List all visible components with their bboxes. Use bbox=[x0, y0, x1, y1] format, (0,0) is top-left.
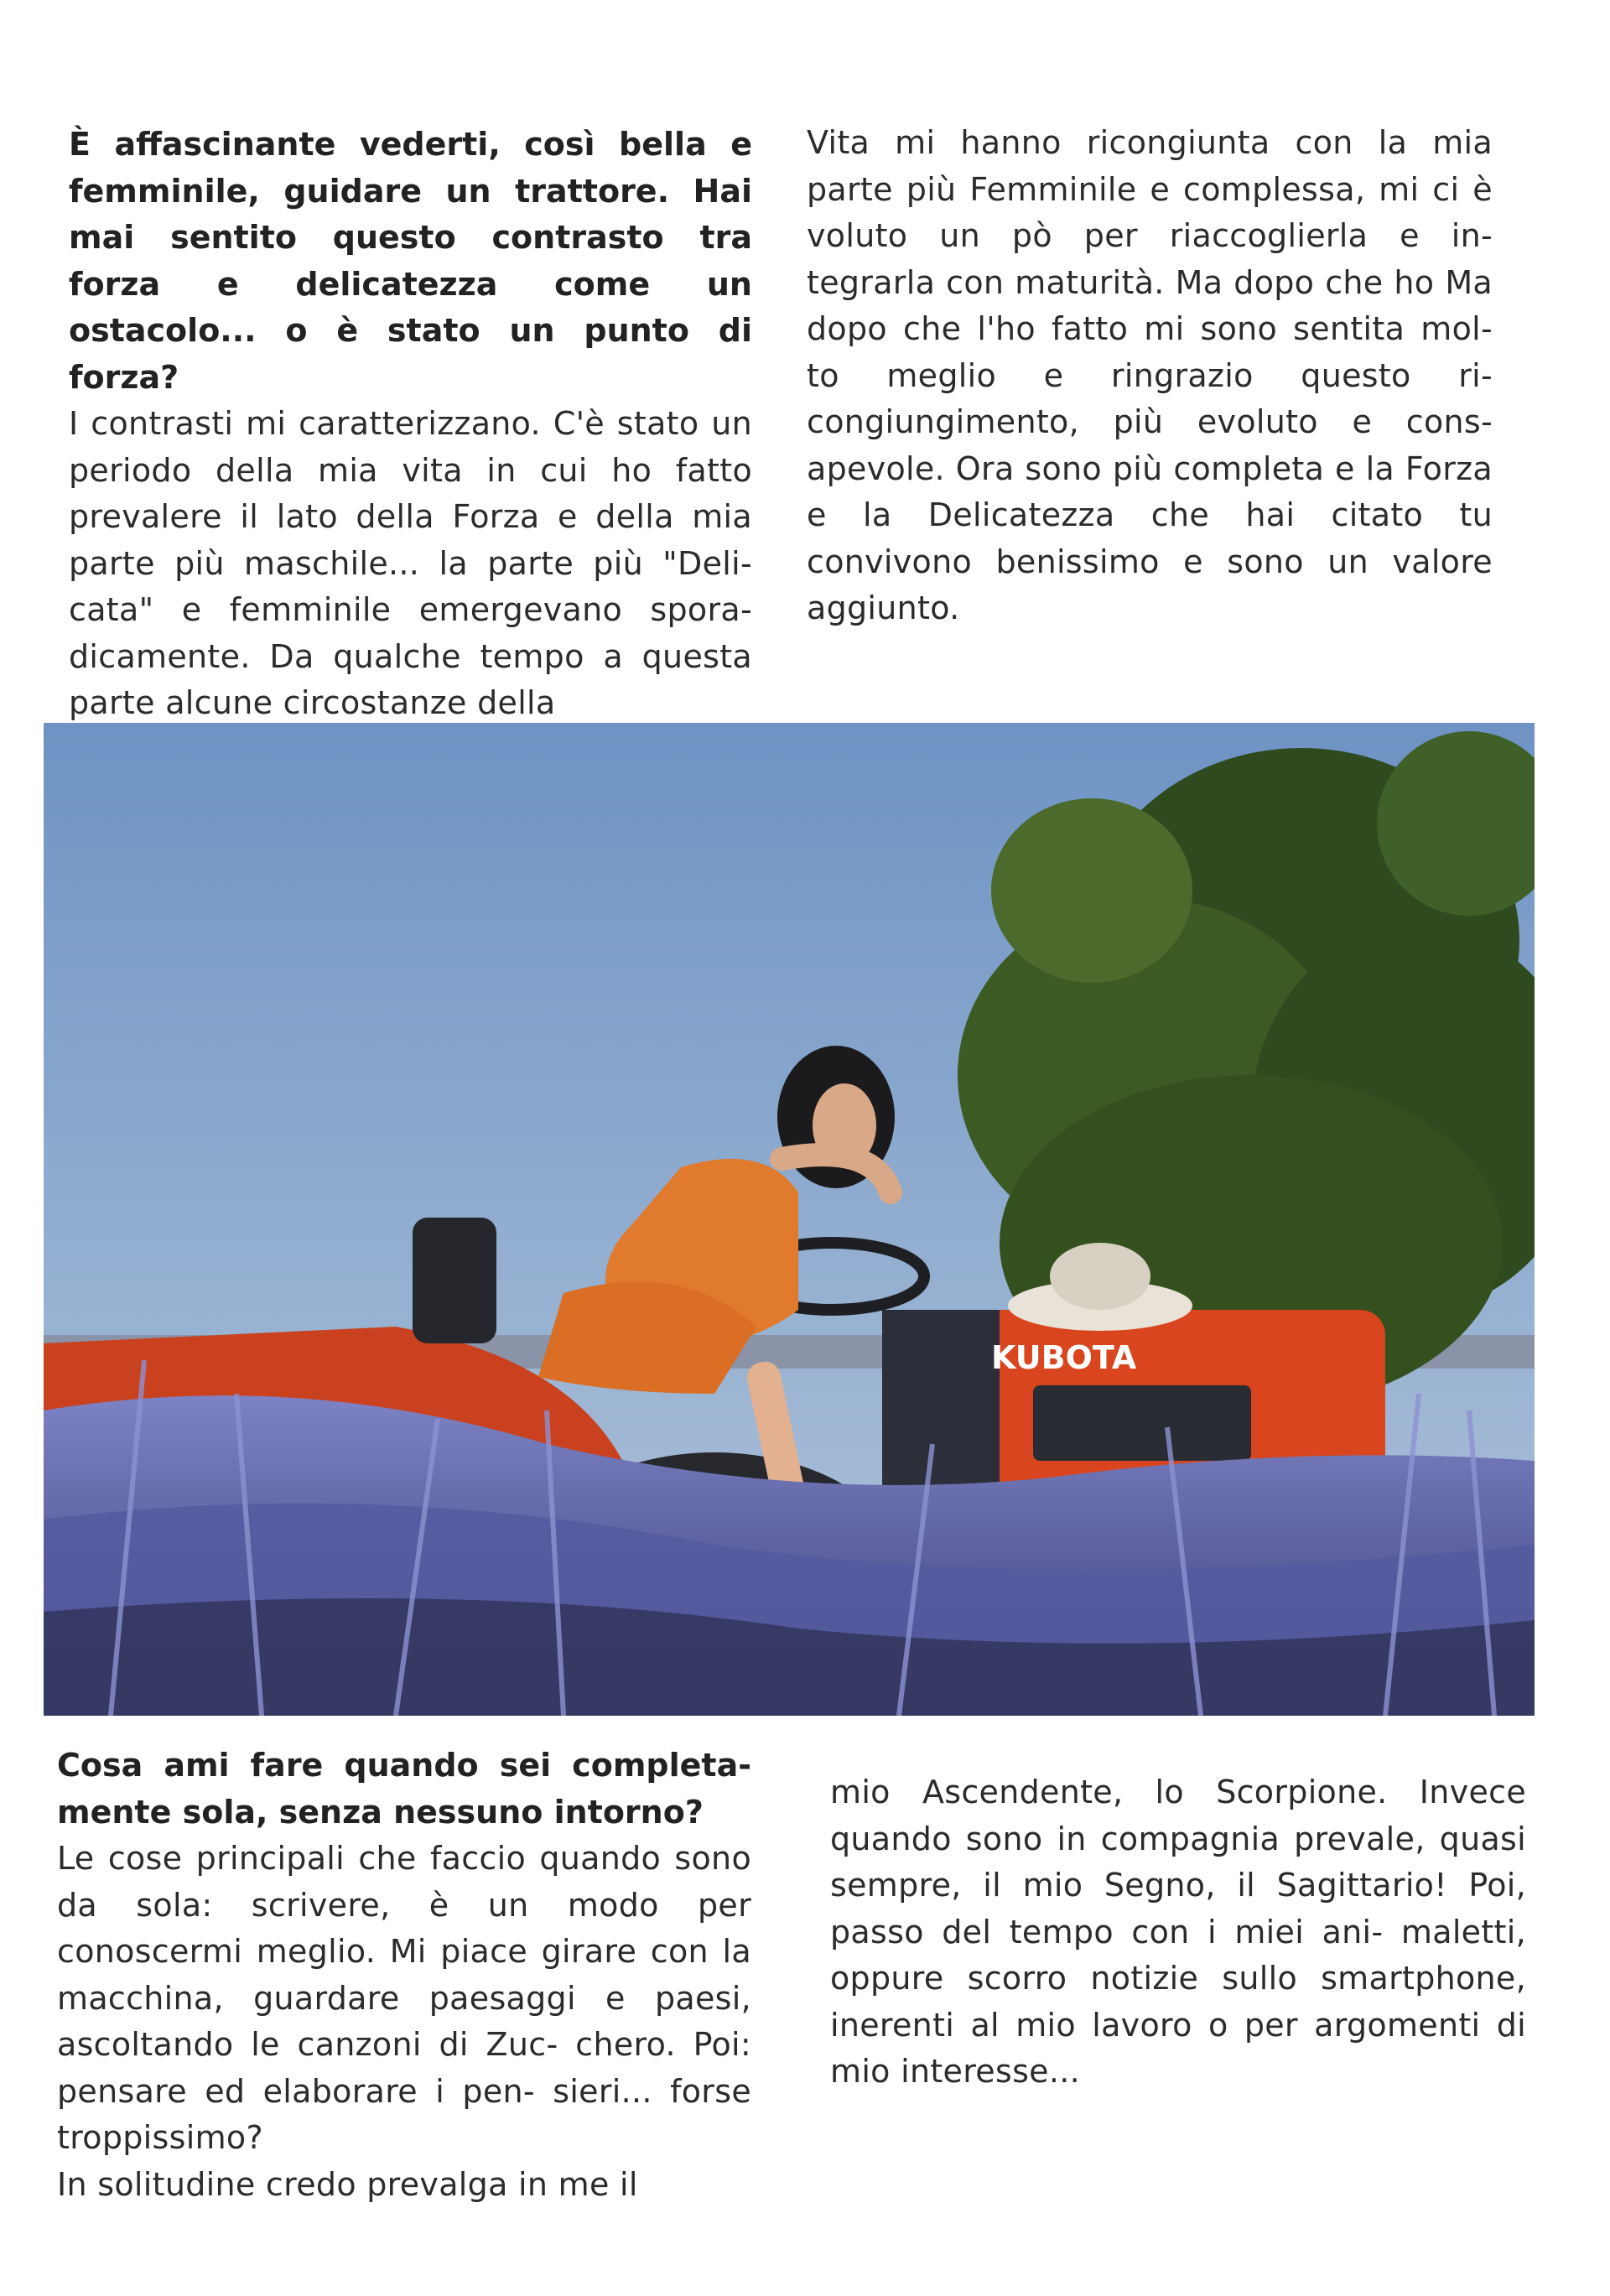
column-top-left bbox=[69, 122, 752, 727]
interview-question-1: È affascinante vederti, così bella e femminile, guidare un trattore. Hai mai sentito questo contrasto tra forza e delicatezza come un ostacolo... o è stato un punto di forza? bbox=[69, 126, 752, 396]
column-top-right bbox=[807, 120, 1493, 632]
tractor-photo bbox=[44, 723, 1535, 1716]
tractor-brand-text: KUBOTA bbox=[991, 1339, 1137, 1376]
interview-answer-1: I contrasti mi caratterizzano. C'è stato un periodo della mia vita in cui ho fatto prevalere il lato della Forza e della mia parte più maschile... la parte più "Deli- cata" e femminile emergevano spora- dicamente. Da qualche tempo a questa parte alcune circostanze della bbox=[69, 405, 752, 721]
interview-answer-2-continued: mio Ascendente, lo Scorpione. Invece quando sono in compagnia prevale, quasi sempre, il mio Segno, il Sagittario! Poi, passo del tempo con i miei ani- maletti, oppure scorro notizie sullo smartphone, inerenti al mio lavoro o per argomenti di mio interesse... bbox=[830, 1774, 1526, 2090]
interview-answer-2-tail: In solitudine credo prevalga in me il bbox=[57, 2165, 638, 2203]
interview-question-2: Cosa ami fare quando sei completa- mente sola, senza nessuno intorno? bbox=[57, 1747, 751, 1831]
interview-answer-2: Le cose principali che faccio quando sono da sola: scrivere, è un modo per conoscermi meglio. Mi piace girare con la macchina, guardare paesaggi e paesi, ascoltando le canzoni di Zuc- chero. Poi: pensare ed elaborare i pen- sieri... forse troppissimo? bbox=[57, 1840, 751, 2156]
interview-answer-1-continued: Vita mi hanno ricongiunta con la mia parte più Femminile e complessa, mi ci è voluto un pò per riaccoglierla e in- tegrarla con maturità. Ma dopo che ho Ma dopo che l'ho fatto mi sono sentita mol- to meglio e ringrazio questo ri- congiungimento, più evoluto e cons- apevole. Ora sono più completa e la Forza e la Delicatezza che hai citato tu convivono benissimo e sono un valore aggiunto. bbox=[807, 124, 1493, 626]
column-bottom-right bbox=[830, 1769, 1526, 2096]
column-bottom-left bbox=[57, 1743, 751, 2208]
